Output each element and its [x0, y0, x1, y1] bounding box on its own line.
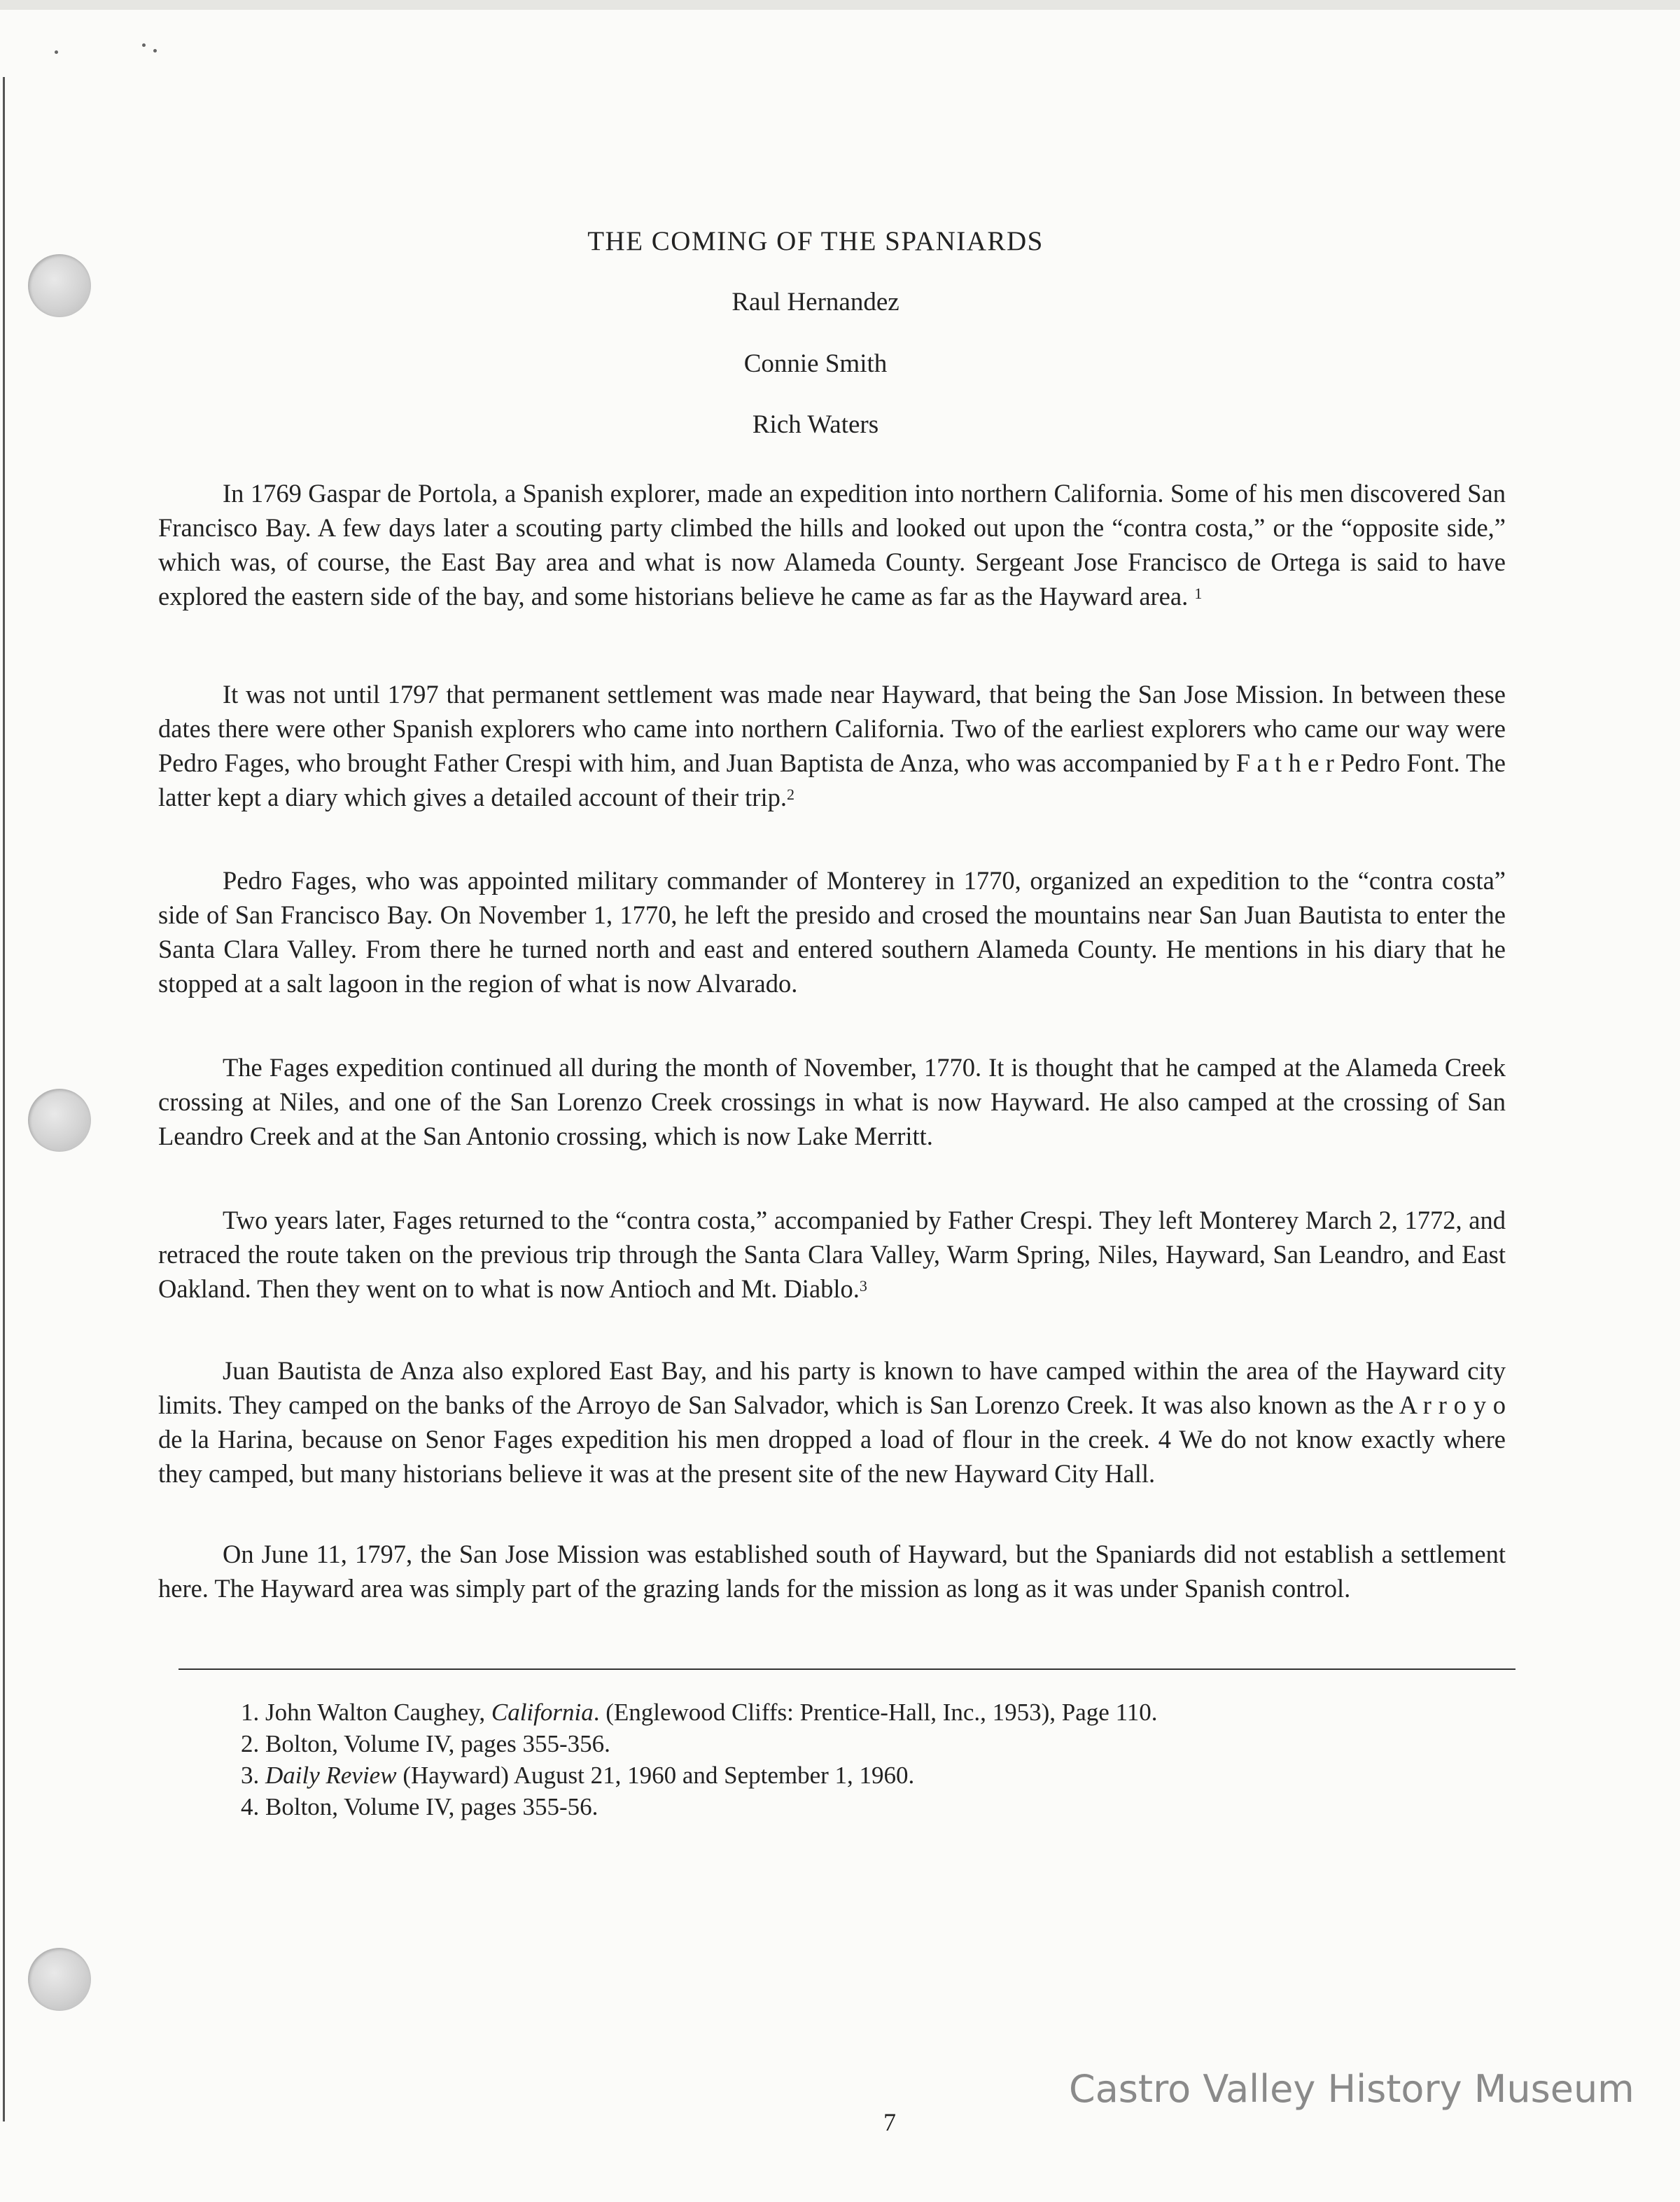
footnote-reference: 3: [859, 1277, 867, 1295]
scan-speck: [142, 43, 146, 47]
body-paragraph: Two years later, Fages returned to the “contra costa,” accompanied by Father Crespi. They left Monterey March 2, 1772, and retraced the route taken on the previous trip through the Santa Clara Valley, Warm Spring, Niles, Hayward, San Leandro, and East Oakland. Then they went on to what is now Antioch and Mt. Diablo.$^3$: [158, 1206, 1506, 1303]
scan-speck: [153, 49, 157, 53]
punch-hole-bottom: [28, 1948, 91, 2011]
punch-hole-middle: [28, 1089, 91, 1152]
scan-top-edge: [0, 0, 1680, 10]
author-name: Connie Smith: [743, 349, 888, 378]
body-paragraph: The Fages expedition continued all during the month of November, 1770. It is thought that he camped at the Alameda Creek crossing at Niles, and one of the San Lorenzo Creek crossings in what is now Hayward. He also camped at the crossing of San Leandro Creek and at the San Antonio crossing, which is now Lake Merritt.: [158, 1053, 1506, 1150]
footnote-divider: [178, 1668, 1516, 1670]
author-name: Rich Waters: [752, 410, 879, 439]
footnote-reference: 2: [786, 786, 794, 803]
museum-watermark: Castro Valley History Museum: [1069, 2067, 1634, 2111]
body-paragraph: Pedro Fages, who was appointed military commander of Monterey in 1770, organized an expedition to the “contra costa” side of San Francisco Bay. On November 1, 1770, he left the presido and crosed the mountains near San Juan Bautista to enter the Santa Clara Valley. From there he turned north and east and entered southern Alameda County. He mentions in his diary that he stopped at a salt lagoon in the region of what is now Alvarado.: [158, 866, 1506, 998]
body-paragraph: Juan Bautista de Anza also explored East Bay, and his party is known to have camped within the area of the Hayward city limits. They camped on the banks of the Arroyo de San Salvador, which is San Lorenzo Creek. It was also known as the A r r o y o de la Harina, because on Senor Fages expedition his men dropped a load of flour in the creek. 4 We do not know exactly where they camped, but many historians believe it was at the present site of the new Hayward City Hall.: [158, 1356, 1506, 1488]
footnote-item: 1. John Walton Caughey, California. (Englewood Cliffs: Prentice-Hall, Inc., 1953), Page 110.: [241, 1699, 1158, 1726]
body-paragraph: It was not until 1797 that permanent settlement was made near Hayward, that being the San Jose Mission. In between these dates there were other Spanish explorers who came into northern California. Two of the earliest explorers who came our way were Pedro Fages, who brought Father Crespi with him, and Juan Baptista de Anza, who was accompanied by F a t h e r Pedro Font. The latter kept a diary which gives a detailed account of their trip.$^2$: [158, 680, 1506, 811]
scan-speck: [55, 50, 58, 54]
footnote-reference: 1: [1194, 585, 1203, 602]
page-number: 7: [883, 2108, 896, 2136]
left-margin-line: [3, 77, 5, 2121]
article-title: THE COMING OF THE SPANIARDS: [587, 226, 1044, 256]
author-name: Raul Hernandez: [732, 288, 899, 316]
body-paragraph: On June 11, 1797, the San Jose Mission was established south of Hayward, but the Spaniards did not establish a settlement here. The Hayward area was simply part of the grazing lands for the mission as long as it was under Spanish control.: [158, 1540, 1506, 1603]
footnote-item: 2. Bolton, Volume IV, pages 355-356.: [241, 1730, 610, 1757]
footnotes: [155, 1696, 1520, 1823]
footnote-item: 4. Bolton, Volume IV, pages 355-56.: [241, 1793, 598, 1820]
body-paragraph: In 1769 Gaspar de Portola, a Spanish explorer, made an expedition into northern California. Some of his men discovered San Francisco Bay. A few days later a scouting party climbed the hills and looked out upon the “contra costa,” or the “opposite side,” which was, of course, the East Bay area and what is now Alameda County. Sergeant Jose Francisco de Ortega is said to have explored the eastern side of the bay, and some historians believe he came as far as the Hayward area. $^1$: [158, 479, 1506, 611]
footnote-item: 3. Daily Review (Hayward) August 21, 1960 and September 1, 1960.: [241, 1762, 915, 1789]
